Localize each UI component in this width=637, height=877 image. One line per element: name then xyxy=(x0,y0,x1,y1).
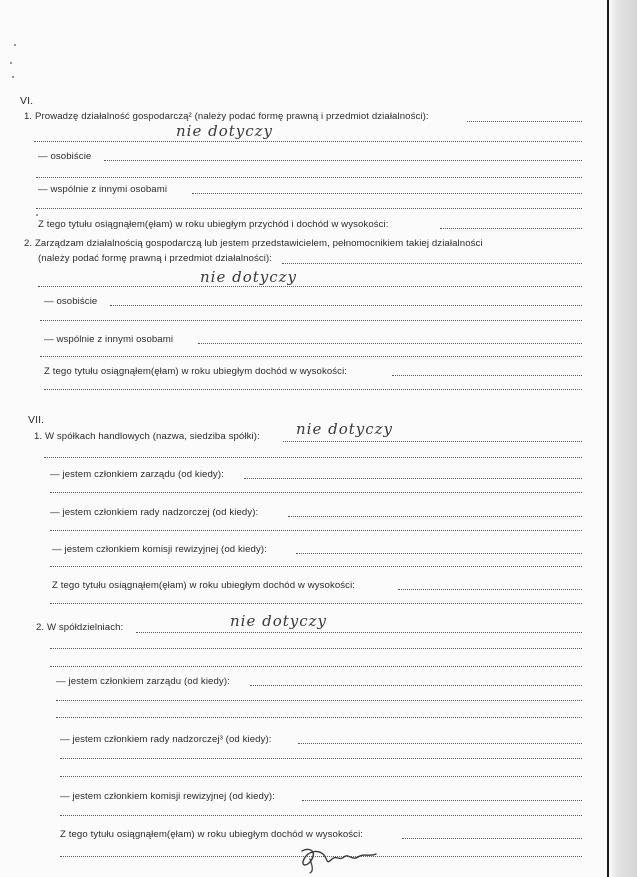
vii-item1-line xyxy=(283,441,582,442)
vi-item1-income-line xyxy=(440,228,582,229)
vii-item1-line xyxy=(50,603,582,604)
vii-item1-line xyxy=(44,457,582,458)
vii-item2-line xyxy=(56,717,582,718)
vii-item1-income: Z tego tytułu osiągnąłem(ęłam) w roku ubiegłym dochód w wysokości: xyxy=(52,580,356,591)
vi-item2-personally: — osobiście xyxy=(44,296,98,307)
vii-item2-line xyxy=(60,776,582,777)
vii-item2-supervisory-line xyxy=(298,743,582,744)
scan-speck xyxy=(14,44,16,46)
vi-item1-line xyxy=(34,141,582,142)
vi-item2-label: 2. Zarządzam działalnością gospodarczą lub jestem przedstawicielem, pełnomocnikiem takiej działalności xyxy=(24,238,483,249)
vii-item1-board-line xyxy=(244,478,582,479)
vi-item1-jointly: — wspólnie z innymi osobami xyxy=(38,184,168,195)
vi-item1-income: Z tego tytułu osiągnąłem(ęłam) w roku ubiegłym przychód i dochód w wysokości: xyxy=(38,219,389,230)
vii-item2-income: Z tego tytułu osiągnąłem(ęłam) w roku ubiegłym dochód w wysokości: xyxy=(60,829,364,840)
vii-item2-supervisory: — jestem członkiem rady nadzorczej³ (od kiedy): xyxy=(60,734,272,745)
vi-item1-line xyxy=(36,177,582,178)
vii-item2-audit: — jestem członkiem komisji rewizyjnej (od kiedy): xyxy=(60,791,275,802)
vii-item2-line xyxy=(56,700,582,701)
vii-item2-audit-line xyxy=(302,800,582,801)
section-vii-heading: VII. xyxy=(28,414,45,426)
vii-item2-line xyxy=(136,632,582,633)
vi-item1-personally-line xyxy=(104,160,582,161)
vi-item1-line xyxy=(36,208,582,209)
vi-item2-personally-line xyxy=(110,305,582,306)
vii-item1-line xyxy=(50,492,582,493)
vii-item1-handwriting: nie dotyczy xyxy=(296,420,394,438)
vi-item1-personally: — osobiście xyxy=(38,151,92,162)
vii-item2-label: 2. W spółdzielniach: xyxy=(36,622,124,633)
vii-item1-audit-line xyxy=(296,553,582,554)
vi-item1-jointly-line xyxy=(192,193,582,194)
vi-item2-handwriting: nie dotyczy xyxy=(200,268,298,286)
vii-item1-board: — jestem członkiem zarządu (od kiedy): xyxy=(50,469,224,480)
vii-item1-supervisory-line xyxy=(288,516,582,517)
vi-item2-line xyxy=(40,356,582,357)
vii-item1-line xyxy=(50,530,582,531)
vii-item2-board-line xyxy=(250,685,582,686)
scan-speck xyxy=(36,214,38,216)
vii-item2-handwriting: nie dotyczy xyxy=(230,612,328,630)
vii-item2-line xyxy=(50,648,582,649)
vi-item2-label-cont: (należy podać formę prawną i przedmiot działalności): xyxy=(38,253,273,264)
vii-item2-line xyxy=(60,758,582,759)
vi-item2-income: Z tego tytułu osiągnąłem(ęłam) w roku ubiegłym dochód w wysokości: xyxy=(44,366,348,377)
signature-scribble xyxy=(296,845,386,875)
vii-item1-audit: — jestem członkiem komisji rewizyjnej (od kiedy): xyxy=(52,544,267,555)
vii-item2-income-line xyxy=(402,838,582,839)
vi-item2-line xyxy=(40,320,582,321)
vii-item2-line xyxy=(60,815,582,816)
scan-edge-shadow xyxy=(607,0,637,877)
vi-item2-line xyxy=(38,286,582,287)
vi-item2-jointly-line xyxy=(198,343,582,344)
scan-speck xyxy=(12,76,14,78)
scan-edge-line xyxy=(607,0,609,877)
vi-item2-line xyxy=(44,389,582,390)
vii-item1-label: 1. W spółkach handlowych (nazwa, siedziba spółki): xyxy=(34,431,260,442)
vii-item1-income-line xyxy=(398,589,582,590)
section-vi-heading: VI. xyxy=(20,95,34,107)
vi-item1-label: 1. Prowadzę działalność gospodarczą² (należy podać formę prawną i przedmiot działalności): xyxy=(24,111,429,122)
scan-speck xyxy=(10,62,12,64)
vi-item1-handwriting: nie dotyczy xyxy=(176,122,274,140)
vi-item2-jointly: — wspólnie z innymi osobami xyxy=(44,334,174,345)
vi-item1-line xyxy=(467,121,582,122)
vii-item1-line xyxy=(50,566,582,567)
vii-item2-line xyxy=(50,666,582,667)
vi-item2-line xyxy=(282,263,582,264)
vi-item2-income-line xyxy=(392,375,582,376)
vii-item2-board: — jestem członkiem zarządu (od kiedy): xyxy=(56,676,230,687)
vii-item1-supervisory: — jestem członkiem rady nadzorczej (od kiedy): xyxy=(50,507,259,518)
